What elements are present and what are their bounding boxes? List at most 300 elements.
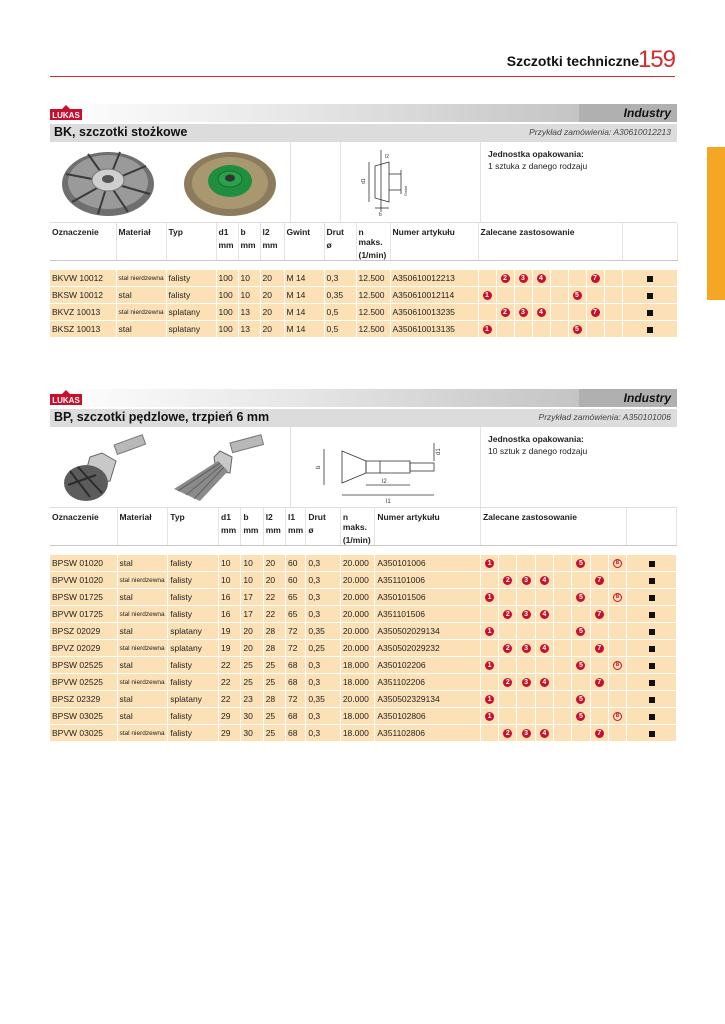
cell-application — [480, 572, 498, 589]
cell-numer: A350102206 — [375, 657, 481, 674]
cell-application — [586, 287, 604, 304]
cell-typ: splatany — [168, 623, 219, 640]
cell-drut: 0,3 — [306, 589, 341, 606]
cell-availability — [627, 657, 677, 674]
cell-numer: A350502029232 — [375, 640, 481, 657]
cell-l1: 68 — [286, 725, 306, 742]
svg-text:LUKAS: LUKAS — [52, 111, 80, 120]
cell-l2: 20 — [260, 321, 284, 338]
cell-d1: 16 — [219, 589, 241, 606]
cell-availability — [627, 674, 677, 691]
cell-drut: 0,35 — [324, 287, 356, 304]
packaging-info — [488, 433, 587, 457]
cell-application — [499, 572, 517, 589]
cell-b: 10 — [238, 287, 260, 304]
application-number-icon: 2 — [503, 576, 512, 585]
cell-drut: 0,3 — [306, 657, 341, 674]
cell-l2: 20 — [260, 270, 284, 287]
cell-application — [590, 708, 608, 725]
col-typ: Typ — [166, 223, 216, 261]
cell-application — [514, 287, 532, 304]
cell-application — [590, 555, 608, 572]
cone-brush-drawing — [355, 146, 415, 218]
cell-application — [554, 555, 572, 572]
application-number-icon: 3 — [522, 644, 531, 653]
cell-oznaczenie: BPVW 01725 — [50, 606, 117, 623]
cell-n: 12.500 — [356, 304, 390, 321]
cell-d1: 19 — [219, 623, 241, 640]
cell-availability — [627, 691, 677, 708]
cell-application — [499, 674, 517, 691]
cell-application — [517, 606, 535, 623]
section-title: BK, szczotki stożkowe — [54, 125, 188, 139]
svg-text:b: b — [379, 212, 382, 218]
cell-drut: 0,25 — [306, 640, 341, 657]
cell-application — [499, 708, 517, 725]
cell-application — [572, 674, 590, 691]
cell-n: 20.000 — [340, 640, 375, 657]
cell-application — [554, 708, 572, 725]
application-number-icon: 5 — [576, 559, 585, 568]
order-example: Przykład zamówienia: A350101006 — [538, 412, 671, 422]
cell-typ: falisty — [168, 572, 219, 589]
cell-l1: 72 — [286, 623, 306, 640]
cell-l1: 68 — [286, 674, 306, 691]
cell-application — [535, 606, 553, 623]
table-header-row — [50, 223, 677, 261]
cell-application — [499, 640, 517, 657]
application-number-icon: 7 — [591, 274, 600, 283]
cell-application — [572, 708, 590, 725]
cell-application — [480, 674, 498, 691]
cell-availability — [622, 321, 677, 338]
cell-d1: 10 — [219, 555, 241, 572]
cell-d1: 29 — [219, 708, 241, 725]
cell-application — [514, 321, 532, 338]
cell-availability — [627, 555, 677, 572]
col-l2: l2 mm — [263, 508, 285, 546]
cell-application — [608, 606, 626, 623]
cell-application — [568, 270, 586, 287]
availability-square-icon — [649, 714, 655, 720]
cell-drut: 0,5 — [324, 321, 356, 338]
packaging-value: 1 sztuka z danego rodzaju — [488, 161, 588, 171]
svg-text:LUKAS: LUKAS — [52, 396, 80, 405]
grid-line — [290, 142, 291, 222]
cell-l1: 72 — [286, 691, 306, 708]
col-typ: Typ — [168, 508, 219, 546]
cell-n: 20.000 — [340, 623, 375, 640]
cell-application — [517, 623, 535, 640]
application-number-icon: 2 — [503, 610, 512, 619]
application-number-icon: 3 — [522, 729, 531, 738]
application-number-icon: 8 — [613, 661, 622, 670]
cell-numer: A350502329134 — [375, 691, 481, 708]
cell-application — [514, 270, 532, 287]
table-row — [50, 623, 677, 640]
cell-n: 12.500 — [356, 287, 390, 304]
cell-material: stal nierdzewna — [117, 572, 168, 589]
col-l2: l2 mm — [260, 223, 284, 261]
cell-availability — [627, 589, 677, 606]
cell-application — [608, 572, 626, 589]
cell-application — [535, 640, 553, 657]
cell-application — [572, 725, 590, 742]
cell-application — [517, 674, 535, 691]
cell-typ: falisty — [168, 657, 219, 674]
cell-oznaczenie: BPVW 03025 — [50, 725, 117, 742]
cell-availability — [627, 623, 677, 640]
cell-application — [608, 640, 626, 657]
cell-d1: 22 — [219, 657, 241, 674]
application-number-icon: 5 — [573, 291, 582, 300]
application-number-icon: 1 — [483, 325, 492, 334]
application-number-icon: 5 — [576, 593, 585, 602]
application-number-icon: 3 — [519, 274, 528, 283]
cell-application — [550, 321, 568, 338]
col-drut: Drut ø — [306, 508, 341, 546]
header-rule — [50, 76, 675, 77]
cell-b: 10 — [241, 555, 263, 572]
application-number-icon: 1 — [485, 661, 494, 670]
side-tab — [707, 147, 725, 300]
cell-oznaczenie: BPSW 01725 — [50, 589, 117, 606]
cell-application — [554, 725, 572, 742]
application-number-icon: 8 — [613, 712, 622, 721]
table-row — [50, 287, 677, 304]
cell-oznaczenie: BPSZ 02329 — [50, 691, 117, 708]
cell-n: 12.500 — [356, 270, 390, 287]
cell-d1: 10 — [219, 572, 241, 589]
cell-n: 18.000 — [340, 725, 375, 742]
cell-application — [496, 270, 514, 287]
product-table — [50, 508, 677, 742]
cell-n: 20.000 — [340, 555, 375, 572]
cell-application — [554, 623, 572, 640]
availability-square-icon — [649, 561, 655, 567]
cell-availability — [622, 287, 677, 304]
cell-application — [572, 640, 590, 657]
order-example: Przykład zamówienia: A30610012213 — [529, 127, 671, 137]
col-numer: Numer artykułu — [375, 508, 481, 546]
cell-b: 10 — [238, 270, 260, 287]
cell-application — [514, 304, 532, 321]
page-number: 159 — [637, 46, 675, 73]
cell-material: stal — [117, 657, 168, 674]
cell-application — [608, 589, 626, 606]
cell-application — [572, 691, 590, 708]
cell-numer: A350610013135 — [390, 321, 478, 338]
cell-l2: 20 — [263, 572, 285, 589]
availability-square-icon — [649, 646, 655, 652]
cell-n: 18.000 — [340, 657, 375, 674]
cell-oznaczenie: BPVW 01020 — [50, 572, 117, 589]
cell-application — [478, 270, 496, 287]
cell-application — [478, 304, 496, 321]
table-row — [50, 725, 677, 742]
application-number-icon: 7 — [595, 678, 604, 687]
application-number-icon: 5 — [573, 325, 582, 334]
cell-l2: 28 — [263, 623, 285, 640]
cell-application — [532, 304, 550, 321]
cell-availability — [622, 270, 677, 287]
cell-application — [604, 321, 622, 338]
cell-l1: 65 — [286, 589, 306, 606]
cell-typ: splatany — [168, 640, 219, 657]
cell-d1: 19 — [219, 640, 241, 657]
cell-application — [590, 640, 608, 657]
cell-application — [568, 304, 586, 321]
cell-material: stal — [117, 623, 168, 640]
col-b: b mm — [241, 508, 263, 546]
table-row — [50, 321, 677, 338]
cell-typ: falisty — [166, 270, 216, 287]
cell-application — [572, 589, 590, 606]
table-spacer — [50, 546, 677, 555]
table-row — [50, 657, 677, 674]
cell-application — [608, 623, 626, 640]
cell-application — [550, 287, 568, 304]
cell-drut: 0,3 — [306, 606, 341, 623]
application-number-icon: 7 — [595, 644, 604, 653]
cell-numer: A351101006 — [375, 572, 481, 589]
cell-application — [480, 589, 498, 606]
cell-b: 30 — [241, 708, 263, 725]
grid-line — [480, 427, 481, 507]
cell-application — [496, 321, 514, 338]
application-number-icon: 4 — [540, 576, 549, 585]
cell-l1: 72 — [286, 640, 306, 657]
availability-square-icon — [649, 629, 655, 635]
cell-material: stal — [117, 555, 168, 572]
col-zastosowanie: Zalecane zastosowanie — [480, 508, 626, 546]
col-n-max: n maks. (1/min) — [356, 223, 390, 261]
application-number-icon: 4 — [540, 678, 549, 687]
spacer-cell — [50, 546, 677, 555]
cell-application — [480, 555, 498, 572]
cell-application — [480, 640, 498, 657]
cell-l2: 25 — [263, 708, 285, 725]
cell-application — [532, 321, 550, 338]
cell-application — [535, 674, 553, 691]
cell-application — [554, 657, 572, 674]
col-drut: Drut ø — [324, 223, 356, 261]
cell-application — [517, 657, 535, 674]
cell-n: 18.000 — [340, 674, 375, 691]
cell-b: 10 — [241, 572, 263, 589]
cell-application — [499, 657, 517, 674]
application-number-icon: 4 — [540, 729, 549, 738]
cone-brush-knotted-image — [58, 144, 158, 220]
table-row — [50, 304, 677, 321]
col-gwint: Gwint — [284, 223, 324, 261]
cell-application — [499, 691, 517, 708]
cell-l1: 60 — [286, 555, 306, 572]
table-row — [50, 555, 677, 572]
cell-material: stal nierdzewna — [117, 606, 168, 623]
industry-label: Industry — [579, 389, 677, 407]
col-extra — [622, 223, 677, 261]
cell-typ: falisty — [168, 674, 219, 691]
cell-application — [590, 674, 608, 691]
cell-material: stal — [117, 589, 168, 606]
industry-label: Industry — [579, 104, 677, 122]
application-number-icon: 3 — [522, 576, 531, 585]
cone-brush-crimped-image — [180, 144, 280, 220]
table-row — [50, 640, 677, 657]
cell-application — [517, 691, 535, 708]
cell-d1: 100 — [216, 270, 238, 287]
cell-l2: 25 — [263, 674, 285, 691]
cell-application — [517, 589, 535, 606]
svg-text:l2: l2 — [382, 479, 387, 485]
col-oznaczenie: Oznaczenie — [50, 508, 117, 546]
availability-square-icon — [649, 595, 655, 601]
cell-application — [604, 270, 622, 287]
cell-numer: A350610012114 — [390, 287, 478, 304]
cell-numer: A350102806 — [375, 708, 481, 725]
cell-oznaczenie: BPVW 02525 — [50, 674, 117, 691]
availability-square-icon — [647, 327, 653, 333]
col-material: Materiał — [116, 223, 166, 261]
cell-material: stal — [117, 708, 168, 725]
cell-b: 20 — [241, 623, 263, 640]
grid-line — [290, 427, 291, 507]
cell-l2: 22 — [263, 589, 285, 606]
section-title: BP, szczotki pędzlowe, trzpień 6 mm — [54, 410, 270, 424]
availability-square-icon — [649, 680, 655, 686]
cell-oznaczenie: BKSW 10012 — [50, 287, 116, 304]
cell-application — [568, 287, 586, 304]
application-number-icon: 1 — [483, 291, 492, 300]
cell-n: 20.000 — [340, 606, 375, 623]
cell-application — [535, 555, 553, 572]
cell-gwint: M 14 — [284, 321, 324, 338]
cell-n: 12.500 — [356, 321, 390, 338]
cell-application — [590, 606, 608, 623]
cell-application — [517, 572, 535, 589]
cell-drut: 0,3 — [324, 270, 356, 287]
col-n-max: n maks. (1/min) — [340, 508, 375, 546]
cell-oznaczenie: BPSW 03025 — [50, 708, 117, 725]
cell-application — [586, 270, 604, 287]
cell-l2: 20 — [260, 287, 284, 304]
cell-n: 18.000 — [340, 708, 375, 725]
cell-availability — [627, 572, 677, 589]
cell-application — [572, 606, 590, 623]
cell-application — [499, 725, 517, 742]
cell-application — [554, 589, 572, 606]
cell-l2: 20 — [263, 555, 285, 572]
col-d1: d1 mm — [219, 508, 241, 546]
cell-application — [535, 708, 553, 725]
industry-band — [50, 104, 677, 122]
cell-application — [554, 674, 572, 691]
cell-d1: 100 — [216, 287, 238, 304]
cell-oznaczenie: BKSZ 10013 — [50, 321, 116, 338]
cell-oznaczenie: BKVW 10012 — [50, 270, 116, 287]
svg-text:b: b — [316, 465, 322, 469]
product-image-row — [50, 427, 677, 508]
packaging-info — [488, 148, 587, 172]
cell-typ: falisty — [168, 725, 219, 742]
cell-b: 13 — [238, 321, 260, 338]
svg-text:l1: l1 — [386, 499, 391, 505]
cell-application — [572, 657, 590, 674]
cell-b: 20 — [241, 640, 263, 657]
cell-application — [586, 321, 604, 338]
cell-application — [608, 708, 626, 725]
cell-drut: 0,5 — [324, 304, 356, 321]
cell-application — [568, 321, 586, 338]
section-bk — [50, 104, 677, 338]
availability-square-icon — [649, 663, 655, 669]
cell-material: stal — [117, 691, 168, 708]
application-number-icon: 5 — [576, 712, 585, 721]
application-number-icon: 2 — [503, 729, 512, 738]
cell-application — [480, 657, 498, 674]
cell-drut: 0,35 — [306, 691, 341, 708]
cell-application — [590, 572, 608, 589]
cell-b: 17 — [241, 589, 263, 606]
cell-application — [550, 304, 568, 321]
cell-availability — [627, 708, 677, 725]
application-number-icon: 5 — [576, 695, 585, 704]
cell-oznaczenie: BPSW 02525 — [50, 657, 117, 674]
application-number-icon: 8 — [613, 559, 622, 568]
end-brush-knotted-image — [60, 431, 150, 505]
cell-application — [535, 589, 553, 606]
cell-application — [590, 623, 608, 640]
cell-application — [572, 572, 590, 589]
svg-text:d1: d1 — [436, 448, 442, 455]
cell-l1: 68 — [286, 657, 306, 674]
cell-application — [517, 555, 535, 572]
cell-typ: splatany — [168, 691, 219, 708]
cell-oznaczenie: BKVZ 10013 — [50, 304, 116, 321]
page-header-title: Szczotki techniczne — [506, 53, 639, 69]
cell-typ: falisty — [168, 606, 219, 623]
packaging-label: Jednostka opakowania: — [488, 149, 584, 159]
cell-drut: 0,3 — [306, 572, 341, 589]
cell-l1: 68 — [286, 708, 306, 725]
cell-application — [499, 623, 517, 640]
cell-l2: 22 — [263, 606, 285, 623]
cell-application — [517, 725, 535, 742]
cell-application — [590, 589, 608, 606]
cell-d1: 22 — [219, 674, 241, 691]
cell-b: 25 — [241, 657, 263, 674]
cell-material: stal nierdzewna — [117, 725, 168, 742]
packaging-value: 10 sztuk z danego rodzaju — [488, 446, 588, 456]
svg-text:l2: l2 — [385, 154, 389, 160]
cell-material: stal — [116, 321, 166, 338]
application-number-icon: 1 — [485, 559, 494, 568]
application-number-icon: 5 — [576, 627, 585, 636]
application-number-icon: 1 — [485, 593, 494, 602]
cell-drut: 0,3 — [306, 708, 341, 725]
availability-square-icon — [647, 293, 653, 299]
application-number-icon: 7 — [595, 610, 604, 619]
spacer-cell — [50, 261, 677, 270]
section-title-bar — [50, 409, 677, 427]
cell-gwint: M 14 — [284, 270, 324, 287]
cell-application — [480, 623, 498, 640]
cell-l2: 25 — [263, 725, 285, 742]
cell-application — [517, 640, 535, 657]
application-number-icon: 7 — [591, 308, 600, 317]
end-brush-crimped-image — [170, 431, 270, 505]
